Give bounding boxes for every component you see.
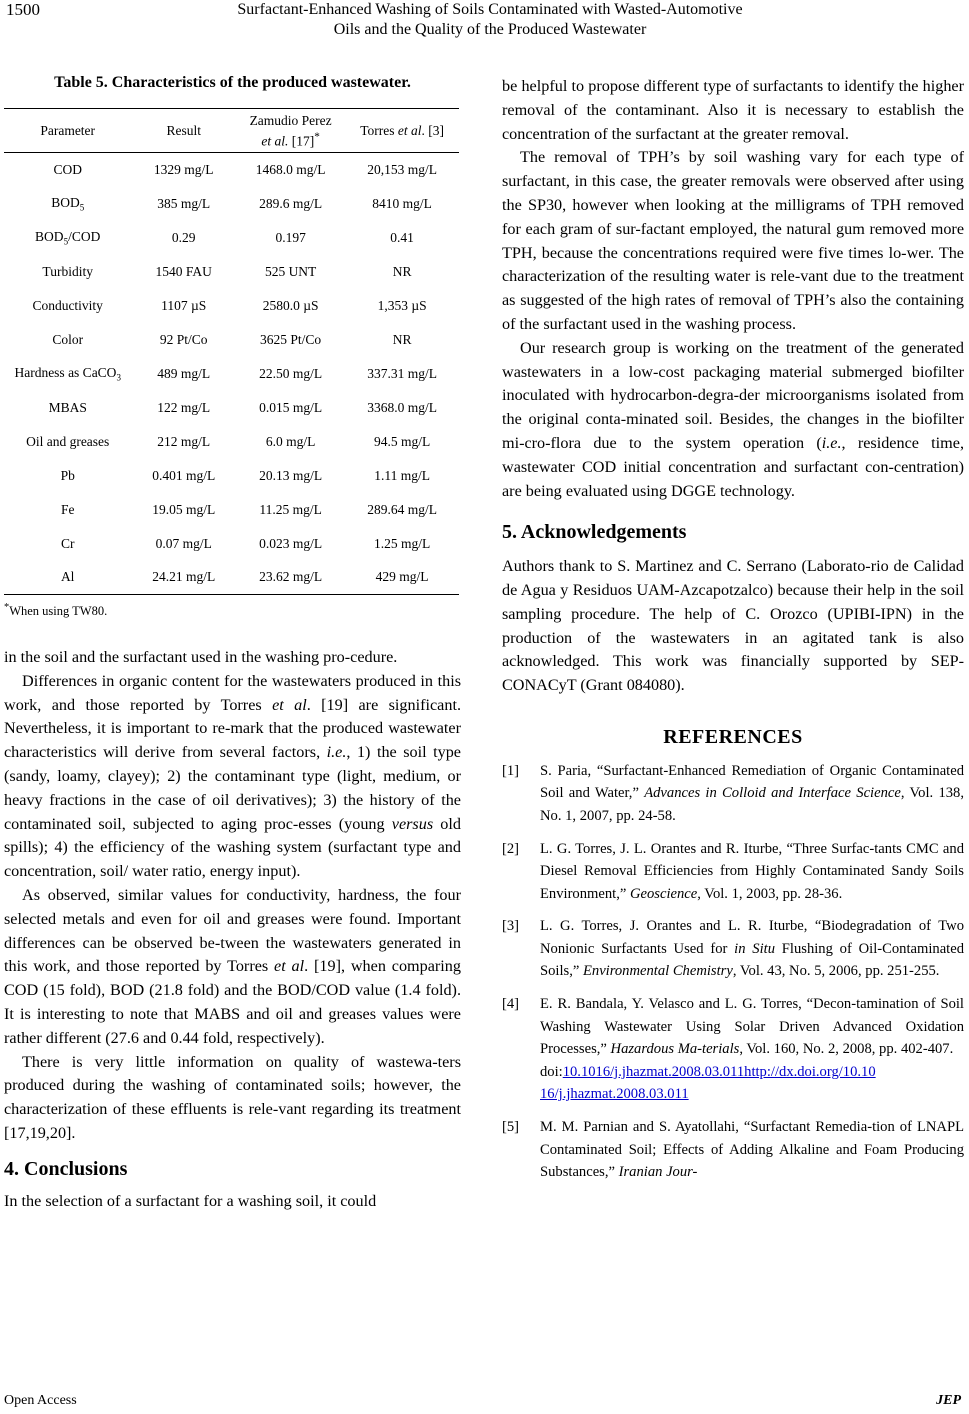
reference-text: [540, 993, 964, 1106]
reference-details: , Vol. 1, 2003, pp. 28-36.: [697, 885, 843, 902]
parameter-subscript: 3: [116, 372, 121, 383]
table-row: [4, 425, 459, 459]
reference-authors-title: M. M. Parnian and S. Ayatollahi, “Surfactant Remedia-tion of LNAPL Contaminated Soil; Effects of Adding Alkaline and Foam Producing Substances,”: [540, 1119, 964, 1181]
acknowledgements-heading: 5. Acknowledgements: [502, 521, 687, 544]
cell-parameter: [4, 493, 131, 527]
right-para-2: The removal of TPH’s by soil washing vary for each type of surfactant, in this case, the greater removals were observed after using the SP30, however when looking at the milligrams of TPH removed for each gram of sur-factant employed, the natural gum removed more TPH, because the concentrations required were five times lo-wer. The characterization of the resulting water is rele-vant due to the treatment as suggested of the high rates of removal of TPH’s also the containing of the surfactant used in the washing process.: [502, 148, 964, 333]
reference-italic-term: in Situ: [734, 940, 775, 957]
left-column: [4, 646, 461, 1213]
table-row: [4, 221, 459, 255]
reference-item: [502, 993, 964, 1106]
cell-result: 0.29: [171, 229, 196, 245]
cell-parameter: [4, 527, 131, 561]
right-para-1: be helpful to propose different type of surfactants to identify the higher removal of the contaminant. Also it is necessary to establish the concentration of the surfactant at the greater removal.: [502, 77, 964, 143]
cell-torres: 20,153 mg/L: [367, 161, 437, 177]
table-row: [4, 323, 459, 357]
cell-zamudio: 1468.0 mg/L: [255, 161, 326, 177]
cell-torres: NR: [392, 263, 412, 279]
reference-number: [4]: [502, 996, 520, 1013]
cell-parameter: [4, 221, 131, 255]
text-run-italic: i.e.: [821, 433, 842, 452]
reference-text: [540, 760, 964, 828]
characteristics-table: [4, 108, 459, 595]
footnote-star: *: [4, 602, 10, 613]
cell-torres: 289.64 mg/L: [367, 501, 437, 517]
cell-torres: 8410 mg/L: [372, 195, 432, 211]
cell-zamudio: 11.25 mg/L: [259, 501, 322, 517]
cell-zamudio: 525 UNT: [264, 263, 317, 279]
parameter-name: Al: [60, 569, 75, 585]
cell-torres: 337.31 mg/L: [367, 365, 437, 381]
page-number: 1500: [6, 0, 40, 19]
cell-result: 489 mg/L: [157, 365, 211, 381]
reference-doi-link[interactable]: 10.1016/j.jhazmat.2008.03.011http://dx.doi.org/10.10 16/j.jhazmat.2008.03.011: [540, 1063, 876, 1103]
text-run: As observed, similar values for conductivity, hardness, the four selected metals and even for oil and greases were found. Important differences can be observed be-tween the wastewaters generated in this work, and those reported by Torres: [4, 885, 461, 976]
reference-details: , Vol. 138, No. 1, 2007, pp. 24-58.: [540, 785, 964, 824]
text-run-italic: i.e.: [326, 743, 347, 762]
header-torres: [345, 109, 459, 153]
cell-torres: 1.25 mg/L: [373, 535, 431, 551]
reference-authors-title: S. Paria, “Surfactant-Enhanced Remediation of Organic Contaminated Soil and Water,”: [540, 762, 964, 802]
right-column: [502, 75, 964, 1194]
header-torres-name: Torres: [360, 122, 398, 138]
cell-zamudio: 0.197: [275, 229, 306, 245]
text-run: Differences in organic content for the wastewaters produced in this work, and those reported by Torres: [4, 671, 461, 714]
cell-parameter: [4, 187, 131, 221]
parameter-name: Color: [52, 331, 84, 347]
conclusions-heading: 4. Conclusions: [4, 1157, 128, 1180]
header-zamudio: [236, 109, 345, 153]
cell-parameter: [4, 425, 131, 459]
right-para-4: Authors thank to S. Martinez and C. Serrano (Laborato-rio de Calidad de Agua y Residuos UAM-Azcapotzalco) because their help in the soil sampling procedure. The help of C. Orozco (UPIBI-IPN) in the production of the wastewaters in an agitated tank is also acknowledged. This work was financially supported by SEP-CONACyT (Grant 084080).: [502, 557, 964, 695]
header-parameter: Parameter: [40, 122, 96, 138]
left-para-5: In the selection of a surfactant for a washing soil, it could: [4, 1191, 377, 1210]
text-run-italic: et al: [272, 695, 307, 714]
cell-result: 385 mg/L: [157, 195, 211, 211]
text-run: , residence time, wastewater COD initial concentration and surfactant con-centration) are being evaluated using DGGE technology.: [502, 433, 965, 500]
running-header-line2: Oils and the Quality of the Produced Wastewater: [333, 21, 647, 38]
parameter-suffix: /COD: [68, 228, 101, 244]
parameter-name: Turbidity: [42, 263, 93, 279]
text-run: . [19] are significant. Nevertheless, it is important to re-mark that the produced wastewater characteristics will derive from several factors,: [4, 695, 462, 762]
header-torres-etal: et al: [397, 122, 422, 138]
text-run-italic: versus: [391, 814, 434, 833]
reference-journal: Geoscience: [629, 885, 698, 902]
cell-result: 24.21 mg/L: [152, 569, 216, 585]
cell-parameter: [4, 561, 131, 595]
cell-result: 1107 µS: [161, 297, 207, 313]
running-header: [140, 0, 840, 40]
reference-details: , Vol. 160, No. 2, 2008, pp. 402-407.: [739, 1041, 954, 1058]
reference-doi-prefix: doi:: [540, 1063, 563, 1080]
table-row: [4, 561, 459, 595]
cell-result: 92 Pt/Co: [159, 331, 208, 347]
parameter-name: Hardness as CaCO: [14, 364, 117, 380]
cell-zamudio: 0.023 mg/L: [259, 535, 323, 551]
reference-authors-title: L. G. Torres, J. L. Orantes and R. Iturbe, “Three Surfac-tants CMC and Diesel Removal Efficiencies from Highly Contaminated Sandy Soils Environment,”: [540, 840, 964, 902]
parameter-subscript: 5: [79, 202, 85, 213]
left-para-2: [4, 670, 461, 884]
header-torres-ref: . [3]: [421, 122, 444, 138]
footer-open-access: Open Access: [4, 1393, 77, 1408]
reference-number: [5]: [502, 1119, 520, 1136]
cell-result: 0.401 mg/L: [152, 467, 216, 483]
table-row: [4, 493, 459, 527]
text-run: , 1) the soil type (sandy, loamy, clayey); 2) the contaminant type (light, medium, or heavy fractions in the case of oil derivatives); 3) the history of the contaminated soil, subjected to aging proc-esses (young: [4, 743, 461, 833]
running-header-line1: Surfactant-Enhanced Washing of Soils Contaminated with Wasted-Automotive: [237, 1, 743, 18]
cell-zamudio: 2580.0 µS: [262, 297, 319, 313]
reference-title-cont: Flushing of Oil-Contaminated Soils,”: [540, 940, 964, 980]
reference-item: [502, 760, 964, 828]
cell-torres: 94.5 mg/L: [373, 433, 431, 449]
parameter-name: Oil and greases: [26, 433, 110, 449]
cell-result: 0.07 mg/L: [155, 535, 212, 551]
reference-text: [540, 915, 964, 983]
reference-text: [540, 838, 964, 906]
table-row: [4, 391, 459, 425]
table-row: [4, 357, 459, 391]
cell-torres: 3368.0 mg/L: [367, 399, 437, 415]
text-run: old spills); 4) the efficiency of the washing system (surfactant type and concentration, soil/ water ratio, energy input).: [4, 814, 461, 881]
cell-zamudio: 289.6 mg/L: [259, 195, 323, 211]
table-row: [4, 459, 459, 493]
header-zamudio-star: *: [314, 130, 320, 143]
parameter-name: Conductivity: [32, 297, 103, 313]
cell-parameter: [4, 255, 131, 289]
reference-journal: Iranian Jour-: [618, 1164, 698, 1181]
parameter-name: MBAS: [48, 399, 87, 415]
header-zamudio-name: Zamudio Perez: [249, 112, 332, 128]
reference-journal: Environmental Chemistry: [582, 963, 733, 980]
text-run-italic: et al: [274, 957, 305, 976]
cell-parameter: [4, 289, 131, 323]
reference-authors-title: E. R. Bandala, Y. Velasco and L. G. Torres, “Decon-tamination of Soil Washing Wastewater Using Solar Driven Advanced Oxidation Processes,”: [540, 996, 964, 1058]
table-row: [4, 153, 459, 187]
reference-text: [540, 1116, 964, 1184]
table-title: Table 5. Characteristics of the produced wastewater.: [54, 74, 411, 91]
header-zamudio-ref: [17]: [288, 133, 315, 149]
cell-torres: 429 mg/L: [375, 569, 429, 585]
reference-item: [502, 838, 964, 906]
cell-result: 1540 FAU: [155, 263, 212, 279]
table-row: [4, 187, 459, 221]
table-row: [4, 527, 459, 561]
reference-details: , Vol. 43, No. 5, 2006, pp. 251-255.: [732, 963, 940, 980]
cell-torres: 0.41: [390, 229, 414, 245]
table-header-row: [4, 109, 459, 153]
cell-result: 19.05 mg/L: [152, 501, 216, 517]
cell-zamudio: 22.50 mg/L: [259, 365, 323, 381]
text-run: Our research group is working on the treatment of the generated wastewaters in a low-cost packaging material submerged biofilter inoculated with hydrocarbon-degra-der microorganisms isolated from the original conta-minated soil. Besides, the changes in the biofilter mi-cro-flora due to the system operation (: [502, 338, 964, 452]
table-footnote: [4, 602, 107, 619]
references-heading: REFERENCES: [663, 725, 803, 748]
cell-zamudio: 23.62 mg/L: [259, 569, 323, 585]
table-body: [4, 153, 459, 595]
left-para-3: [4, 884, 461, 1051]
header-result: Result: [166, 122, 201, 138]
parameter-name: Pb: [60, 467, 75, 483]
references-list: [502, 760, 964, 1184]
text-run: . [19], when comparing COD (15 fold), BOD (21.8 fold) and the BOD/COD value (1.4 fold). It is interesting to note that MABS and oil and greases values were rather different (27.6 and 0.44 fold, respectively).: [4, 957, 461, 1047]
reference-item: [502, 915, 964, 983]
cell-parameter: [4, 459, 131, 493]
header-zamudio-etal: et al.: [261, 133, 289, 149]
cell-zamudio: 0.015 mg/L: [259, 399, 323, 415]
cell-parameter: [4, 357, 131, 391]
reference-item: [502, 1116, 964, 1184]
footer-journal: JEP: [936, 1393, 961, 1408]
reference-authors-title: L. G. Torres, J. Orantes and L. R. Iturbe, “Biodegradation of Two Nonionic Surfactants Used for: [540, 918, 964, 957]
parameter-name: BOD: [35, 228, 64, 244]
cell-torres: 1,353 µS: [377, 297, 427, 313]
cell-result: 212 mg/L: [157, 433, 211, 449]
reference-number: [3]: [502, 918, 520, 935]
left-para-1: in the soil and the surfactant used in the washing pro-cedure.: [4, 648, 398, 666]
cell-torres: 1.11 mg/L: [374, 467, 430, 483]
reference-number: [1]: [502, 762, 520, 779]
reference-journal: Advances in Colloid and Interface Science: [644, 785, 901, 802]
cell-torres: NR: [392, 331, 412, 347]
right-para-3: [502, 337, 964, 504]
cell-zamudio: 3625 Pt/Co: [260, 331, 322, 347]
cell-parameter: [4, 391, 131, 425]
footnote-text: When using TW80.: [9, 604, 108, 619]
parameter-subscript: 5: [63, 236, 69, 247]
cell-result: 122 mg/L: [157, 399, 211, 415]
parameter-name: Fe: [60, 501, 75, 517]
cell-zamudio: 20.13 mg/L: [259, 467, 323, 483]
reference-journal: Hazardous Ma-terials: [610, 1041, 740, 1058]
reference-number: [2]: [502, 840, 520, 857]
cell-parameter: [4, 323, 131, 357]
parameter-name: COD: [53, 161, 82, 177]
cell-zamudio: 6.0 mg/L: [265, 433, 316, 449]
left-para-4: There is very little information on quality of wastewa-ters produced during the washing of contaminated soils; however, the characterization of these effluents is rele-vant regarding its treatment [17,19,20].: [4, 1052, 461, 1142]
cell-parameter: [4, 153, 131, 187]
parameter-name: BOD: [51, 194, 80, 210]
cell-result: 1329 mg/L: [153, 161, 214, 177]
table-row: [4, 289, 459, 323]
table-row: [4, 255, 459, 289]
parameter-name: Cr: [60, 535, 75, 551]
